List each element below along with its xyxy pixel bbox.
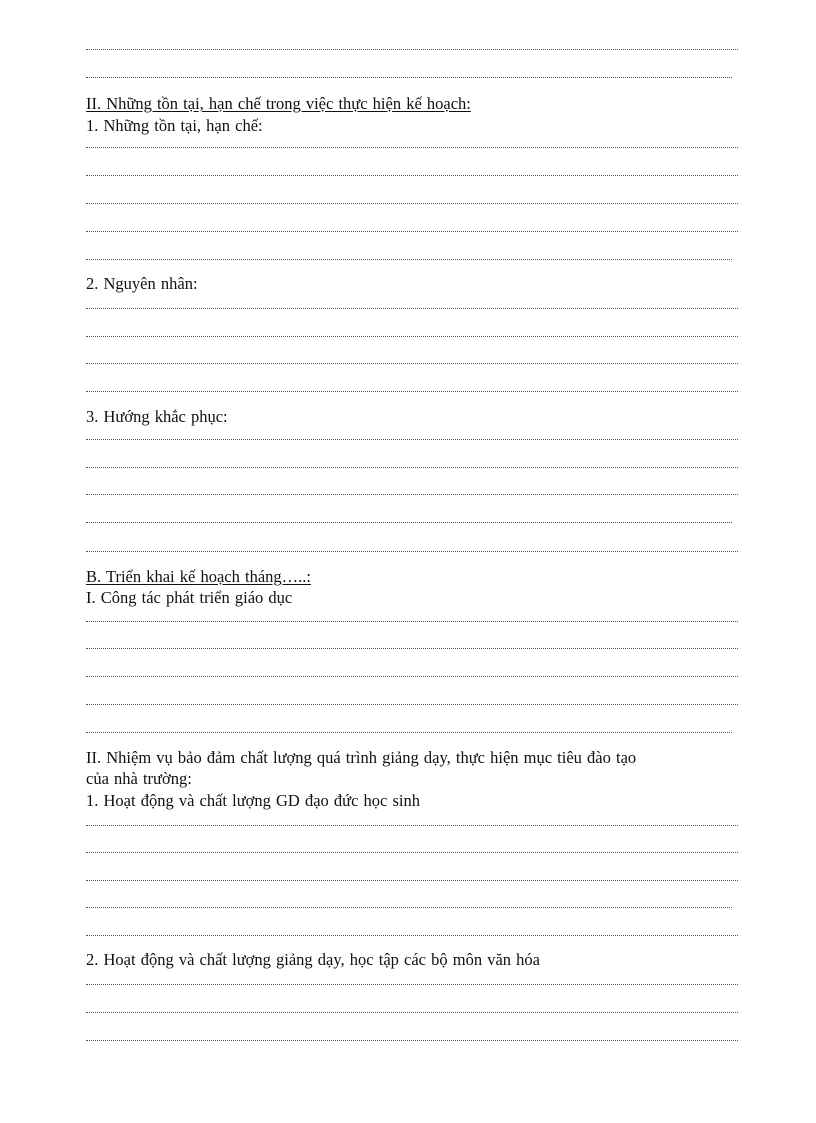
- blank-line: [86, 732, 732, 733]
- blank-line: [86, 467, 738, 468]
- blank-line: [86, 175, 738, 176]
- blank-line: [86, 494, 738, 495]
- blank-line: [86, 825, 738, 826]
- subsection-title: 2. Hoạt động và chất lượng giảng dạy, học tập các bộ môn văn hóa: [86, 950, 540, 969]
- blank-line: [86, 231, 738, 232]
- blank-line: [86, 676, 738, 677]
- subsection-title: I. Công tác phát triển giáo dục: [86, 588, 293, 607]
- blank-line: [86, 391, 738, 392]
- blank-line: [86, 336, 738, 337]
- subsection-title: của nhà trường:: [86, 769, 192, 788]
- blank-line: [86, 907, 732, 908]
- subsection-title: 2. Nguyên nhân:: [86, 274, 198, 293]
- blank-line: [86, 1040, 738, 1041]
- blank-line: [86, 49, 738, 50]
- subsection-title: 1. Những tồn tại, hạn chế:: [86, 116, 263, 135]
- subsection-title: 1. Hoạt động và chất lượng GD đạo đức học sinh: [86, 791, 421, 810]
- section-heading: B. Triển khai kế hoạch tháng…..:: [86, 567, 311, 586]
- blank-line: [86, 984, 738, 985]
- blank-line: [86, 852, 738, 853]
- blank-line: [86, 522, 732, 523]
- blank-line: [86, 1012, 738, 1013]
- blank-line: [86, 621, 738, 622]
- subsection-title: II. Nhiệm vụ bảo đảm chất lượng quá trình giảng dạy, thực hiện mục tiêu đào tạo: [86, 748, 637, 767]
- blank-line: [86, 704, 738, 705]
- section-heading: II. Những tồn tại, hạn chế trong việc thực hiện kế hoạch:: [86, 94, 471, 113]
- blank-line: [86, 259, 732, 260]
- blank-line: [86, 648, 738, 649]
- blank-line: [86, 439, 738, 440]
- blank-line: [86, 77, 732, 78]
- blank-line: [86, 935, 738, 936]
- blank-line: [86, 147, 738, 148]
- document-page: [86, 0, 740, 1123]
- blank-line: [86, 308, 738, 309]
- blank-line: [86, 363, 738, 364]
- blank-line: [86, 203, 738, 204]
- subsection-title: 3. Hướng khắc phục:: [86, 407, 228, 426]
- blank-line: [86, 551, 738, 552]
- blank-line: [86, 880, 738, 881]
